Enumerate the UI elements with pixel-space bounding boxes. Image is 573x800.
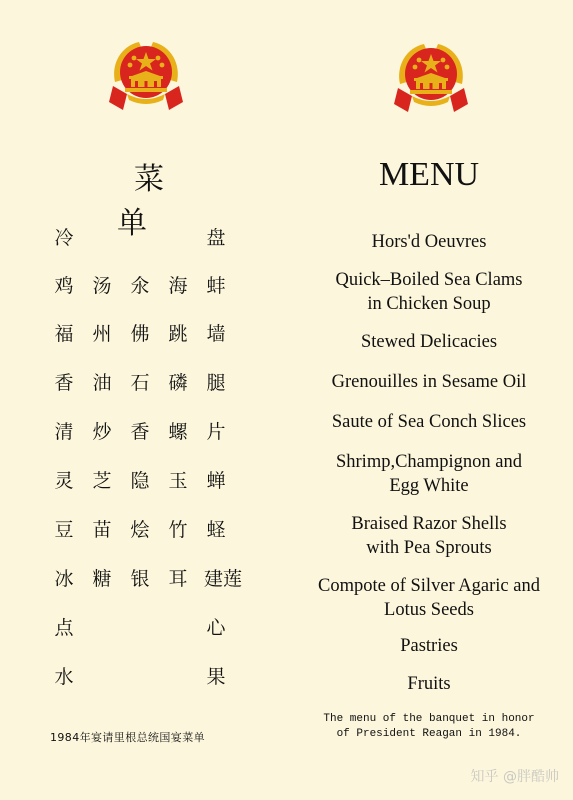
chinese-dish-char: 蝉 [206, 470, 226, 492]
english-dish-line: with Pea Sprouts [366, 538, 492, 558]
english-dish-line: Stewed Delicacies [360, 332, 498, 352]
chinese-dish-row [52, 225, 230, 251]
chinese-dish-char: 芝 [92, 470, 112, 492]
chinese-dish-char: 冰 [54, 568, 74, 590]
english-dish-item [300, 450, 558, 498]
chinese-dish-char: 心 [206, 617, 226, 639]
chinese-dish-char: 果 [206, 666, 226, 688]
chinese-dish-row [52, 321, 230, 347]
chinese-menu-title: 菜 单 [117, 162, 198, 241]
chinese-dish-char: 隐 [130, 470, 150, 492]
english-dish-line: Hors'd Oeuvres [371, 232, 487, 252]
english-dish-item [300, 268, 558, 316]
chinese-dish-char: 福 [54, 323, 74, 345]
chinese-dish-char: 蛏 [206, 519, 226, 541]
english-footnote-line: The menu of the banquet in honor [323, 713, 535, 725]
chinese-dish-char: 汤 [92, 275, 112, 297]
watermark: 知乎 @胖酷帅 [470, 769, 559, 785]
chinese-dish-char: 石 [130, 372, 150, 394]
chinese-dish-char: 苗 [92, 519, 112, 541]
english-dish-item [300, 512, 558, 560]
english-dish-line: in Chicken Soup [367, 294, 491, 314]
english-dish-line: Shrimp,Champignon and [335, 452, 523, 472]
english-dish-item [300, 370, 558, 394]
chinese-dish-row [52, 615, 230, 641]
english-dish-item [300, 574, 558, 622]
english-dish-item [300, 330, 558, 354]
chinese-dish-char: 香 [130, 421, 150, 443]
english-dish-line: Pastries [400, 636, 458, 656]
english-dish-item [300, 634, 558, 658]
chinese-dish-char: 灵 [54, 470, 74, 492]
english-dish-line: Saute of Sea Conch Slices [331, 412, 527, 432]
english-dish-line: Braised Razor Shells [351, 514, 507, 534]
chinese-dish-char: 盘 [206, 227, 226, 249]
english-dish-line: Grenouilles in Sesame Oil [331, 372, 527, 392]
chinese-dish-char: 氽 [130, 275, 150, 297]
english-menu-title: MENU [378, 156, 480, 193]
english-footnote [300, 712, 558, 742]
chinese-dish-char: 清 [54, 421, 74, 443]
english-dish-item [300, 230, 558, 254]
chinese-dish-char: 蚌 [206, 275, 226, 297]
chinese-dish-char: 香 [54, 372, 74, 394]
chinese-dish-char: 糖 [92, 568, 112, 590]
chinese-dish-row [52, 664, 230, 690]
chinese-dish-char: 油 [92, 372, 112, 394]
chinese-dish-row [52, 419, 230, 445]
chinese-dish-char: 银 [130, 568, 150, 590]
national-emblem-icon [105, 38, 187, 114]
chinese-dish-char: 磷 [168, 372, 188, 394]
chinese-dish-char: 腿 [206, 372, 226, 394]
chinese-dish-char: 螺 [168, 421, 188, 443]
chinese-dish-char: 佛 [130, 323, 150, 345]
chinese-dish-row [52, 468, 230, 494]
chinese-dish-char: 跳 [168, 323, 188, 345]
chinese-dish-row [52, 370, 230, 396]
chinese-dish-char: 鸡 [54, 275, 74, 297]
chinese-dish-row [52, 517, 230, 543]
chinese-dish-char: 州 [92, 323, 112, 345]
chinese-dish-char: 海 [168, 275, 188, 297]
chinese-dish-row [52, 566, 243, 592]
english-dish-item [300, 672, 558, 696]
chinese-dish-char: 烩 [130, 519, 150, 541]
chinese-dish-char: 玉 [168, 470, 188, 492]
chinese-dish-char: 水 [54, 666, 74, 688]
english-footnote-line: of President Reagan in 1984. [336, 728, 522, 740]
chinese-footnote: 1984年宴请里根总统国宴菜单 [50, 731, 205, 744]
english-dish-item [300, 410, 558, 434]
chinese-dish-char: 炒 [92, 421, 112, 443]
chinese-dish-char: 豆 [54, 519, 74, 541]
chinese-dish-char: 片 [206, 421, 226, 443]
chinese-dish-row [52, 273, 230, 299]
english-dish-line: Egg White [389, 476, 469, 496]
english-dish-line: Compote of Silver Agaric and [318, 576, 540, 596]
english-dish-line: Quick–Boiled Sea Clams [335, 270, 523, 290]
english-dish-line: Fruits [407, 674, 451, 694]
chinese-dish-char: 点 [54, 617, 74, 639]
chinese-dish-char: 建莲 [204, 568, 243, 590]
english-dish-line: Lotus Seeds [384, 600, 474, 620]
national-emblem-icon [390, 40, 472, 116]
chinese-dish-char: 耳 [168, 568, 188, 590]
chinese-dish-char: 冷 [54, 227, 74, 249]
chinese-dish-char: 墙 [206, 323, 226, 345]
chinese-dish-char: 竹 [168, 519, 188, 541]
